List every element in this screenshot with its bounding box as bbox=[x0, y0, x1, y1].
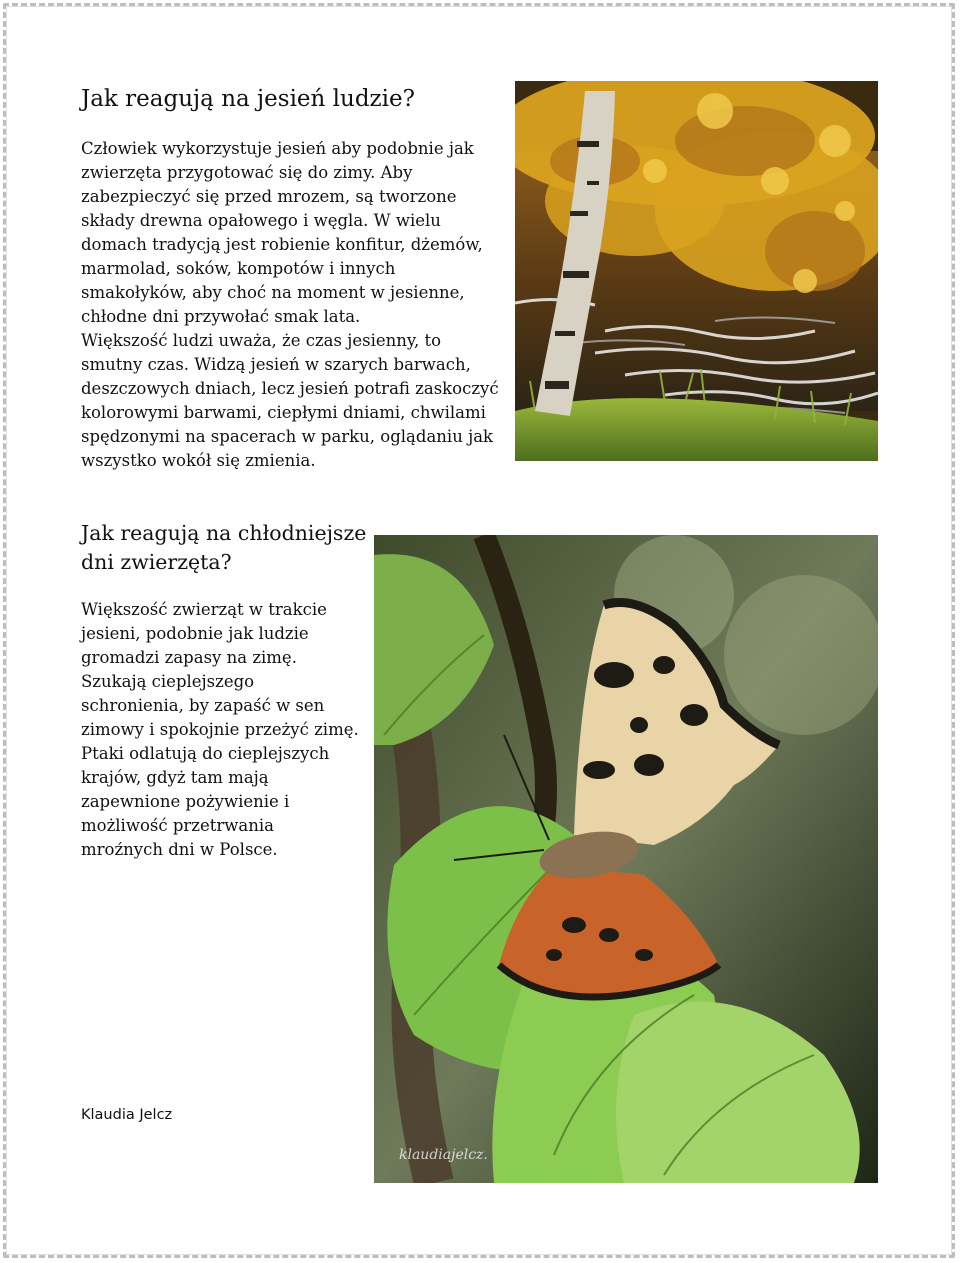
paragraph: Człowiek wykorzystuje jesień aby podobnie jak zwierzęta przygotować się do zimy. Aby zabezpieczyć się przed mrozem, są tworzone składy drewna opałowego i węgla. W wielu domach tradycją jest robienie konfitur, dżemów, marmolad, soków, kompotów i innych smakołyków, aby choć na moment w jesienne, chłodne dni przywołać smak lata. bbox=[81, 139, 483, 326]
section-text-people bbox=[81, 137, 506, 473]
photo-watermark: klaudiajelcz. bbox=[399, 1147, 488, 1163]
paragraph: Ptaki odlatują do cieplejszych krajów, gdyż tam mają zapewnione pożywienie i możliwość przetrwania mroźnych dni w Polsce. bbox=[81, 744, 330, 859]
author-name: Klaudia Jelcz bbox=[81, 1107, 173, 1123]
section-title-animals: Jak reagują na chłodniejsze dni zwierzęta? bbox=[81, 521, 367, 574]
butterfly-photo bbox=[374, 535, 878, 1183]
autumn-tree-photo bbox=[515, 81, 878, 461]
paragraph: Większość zwierząt w trakcie jesieni, podobnie jak ludzie gromadzi zapasy na zimę. Szukają cieplejszego schronienia, by zapaść w sen zimowy i spokojnie przeżyć zimę. bbox=[81, 600, 359, 739]
section-title-people: Jak reagują na jesień ludzie? bbox=[81, 86, 415, 112]
section-text-animals bbox=[81, 598, 361, 862]
paragraph: Większość ludzi uważa, że czas jesienny, to smutny czas. Widzą jesień w szarych barwach, deszczowych dniach, lecz jesień potrafi zaskoczyć kolorowymi barwami, ciepłymi dniami, chwilami spędzonymi na spacerach w parku, oglądaniu jak wszystko wokół się zmienia. bbox=[81, 331, 499, 470]
